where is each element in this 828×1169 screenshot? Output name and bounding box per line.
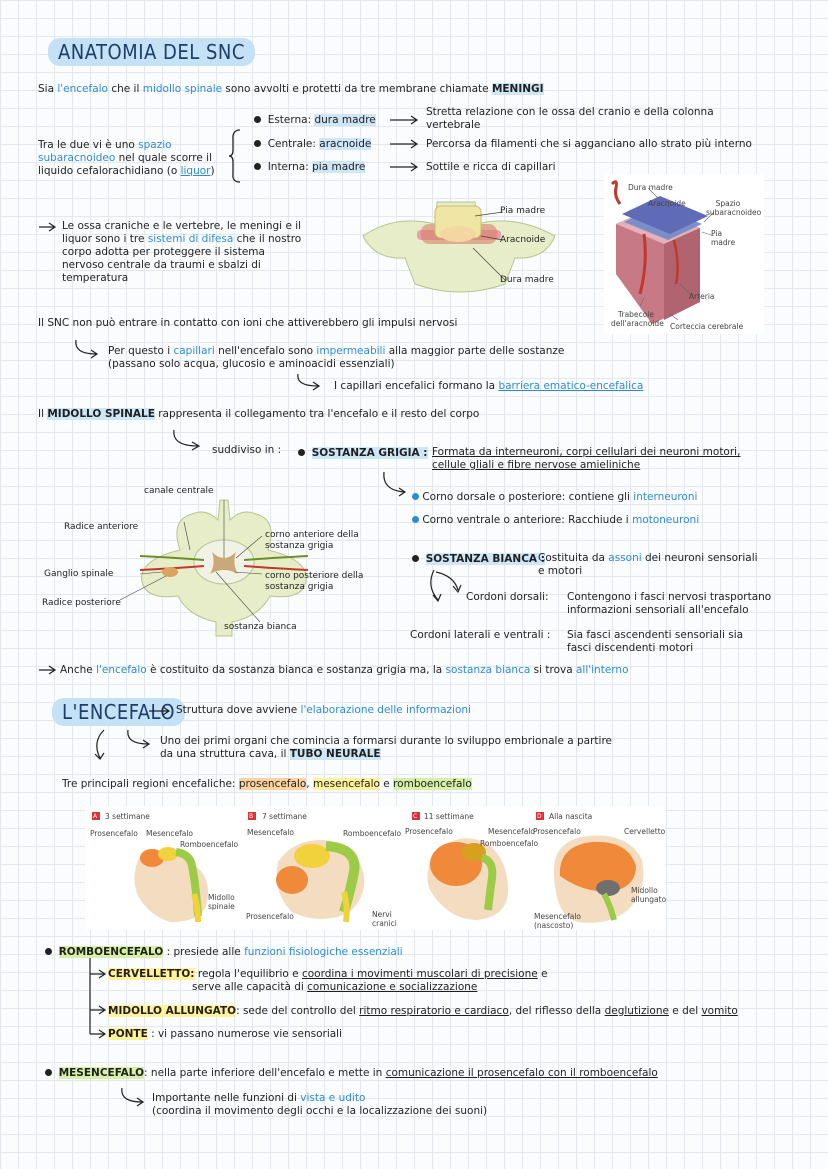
corno-ventrale: Corno ventrale o anteriore: Racchiude i motoneuroni <box>412 514 699 527</box>
intro-line: Sia l'encefalo che il midollo spinale sono avvolti e protetti da tre membrane chiamate MENINGI <box>38 83 544 95</box>
stage-c-l3: Romboencefalo <box>480 839 539 848</box>
capillari-text: Per questo i capillari nell'encefalo sono impermeabili alla maggior parte delle sostanze (passano solo acqua, glucosio e aminoacidi essenziali) <box>108 345 565 370</box>
meninge-esterna: Esterna: dura madre <box>254 114 376 127</box>
label-dura-madre: Dura madre <box>500 275 554 285</box>
corno-dorsale: Corno dorsale o posteriore: contiene gli interneuroni <box>412 491 697 504</box>
fork-arrow-icon <box>424 568 464 626</box>
sistemi-difesa-text: Le ossa craniche e le vertebre, le meningi e il liquor sono i tre sistemi di difesa che il nostro corpo adotta per proteggere il sistema nervoso centrale da traumi e sbalzi di temperatura <box>62 220 302 284</box>
regioni-text: Tre principali regioni encefaliche: prosencefalo, mesencefalo e romboencefalo <box>62 778 472 790</box>
fig2-label-arteria: Arteria <box>689 292 715 301</box>
vista-udito-text: Importante nelle funzioni di vista e udito (coordina il movimento degli occhi e la localizzazione dei suoni) <box>152 1092 488 1117</box>
suddiviso-label: suddiviso in : <box>212 444 282 456</box>
page-title: ANATOMIA DEL SNC <box>48 38 255 66</box>
stage-b-l3: Prosencefalo <box>246 912 294 921</box>
stage-c-l2: Mesencefalo <box>488 827 536 836</box>
midollo-text: Il MIDOLLO SPINALE rappresenta il collegamento tra l'encefalo e il resto del corpo <box>38 408 480 420</box>
curved-arrow-icon <box>72 338 102 362</box>
sostanza-grigia-desc: Formata da interneuroni, corpi cellulari dei neuroni motori, cellule gliali e fibre nervose amieliniche <box>432 446 741 471</box>
meninge-centrale-desc: Percorsa da filamenti che si agganciano allo strato più interno <box>426 138 752 150</box>
mesencefalo-item: MESENCEFALO: nella parte inferiore dell'encefalo e mette in comunicazione il prosencefalo con il romboencefalo <box>45 1067 658 1080</box>
sostanza-bianca-desc: Costituita da assoni dei neuroni sensoriali e motori <box>538 552 758 577</box>
meninge-centrale: Centrale: aracnoide <box>254 138 371 151</box>
fig2-label-pia: Pia madre <box>711 229 736 247</box>
arrow-icon <box>148 706 174 716</box>
curved-arrow-icon <box>380 470 410 500</box>
arrow-icon <box>38 222 60 232</box>
sostanza-bianca-label: SOSTANZA BIANCA : <box>412 553 545 566</box>
cordoni-laterali-label: Cordoni laterali e ventrali : <box>410 629 551 641</box>
brace-icon <box>228 128 242 184</box>
curved-arrow-icon <box>170 428 204 452</box>
section-title-encefalo: L'ENCEFALO <box>52 698 185 726</box>
fig2-label-corteccia: Corteccia cerebrale <box>670 322 744 331</box>
romboencefalo-item: ROMBOENCEFALO : presiede alle funzioni fisiologiche essenziali <box>45 946 403 959</box>
midollo-sezione-figure <box>120 500 380 640</box>
label-ganglio: Ganglio spinale <box>44 569 114 579</box>
ponte-item: PONTE : vi passano numerose vie sensoriali <box>108 1028 343 1040</box>
label-sostanza-bianca: sostanza bianca <box>224 622 297 632</box>
stage-d-label: Alla nascita <box>549 812 593 821</box>
meninge-interna-desc: Sottile e ricca di capillari <box>426 161 556 173</box>
label-corno-anteriore: corno anteriore della sostanza grigia <box>265 530 359 551</box>
stage-b-letter: B <box>249 813 254 820</box>
label-radice-posteriore: Radice posteriore <box>42 598 121 608</box>
stage-b-l1: Mesencefalo <box>247 828 295 837</box>
curved-arrow-icon <box>294 372 324 394</box>
stage-b-l2: Romboencefalo <box>343 829 402 838</box>
label-pia-madre: Pia madre <box>500 206 546 216</box>
encefalo-desc: Struttura dove avviene l'elaborazione delle informazioni <box>176 704 471 716</box>
curved-arrow-icon <box>118 1086 148 1110</box>
midollo-allungato-item: MIDOLLO ALLUNGATO: sede del controllo del ritmo respiratorio e cardiaco, del riflesso della deglutizione e del vomito <box>108 1005 738 1017</box>
cordoni-laterali-desc: Sia fasci ascendenti sensoriali sia fasci discendenti motori <box>567 629 744 654</box>
fig2-label-aracnoide: Aracnoide <box>648 199 686 208</box>
barriera-text: I capillari encefalici formano la barriera ematico-encefalica <box>334 380 644 392</box>
stage-a-l3: Romboencefalo <box>180 840 239 849</box>
meninge-interna: Interna: pia madre <box>254 161 365 174</box>
fig2-label-trabecole: Trabecole dell'aracnoide <box>611 310 664 328</box>
anche-text: Anche l'encefalo è costituito da sostanza bianca e sostanza grigia ma, la sostanza bianca si trova all'interno <box>60 664 629 676</box>
cordoni-dorsali-desc: Contengono i fasci nervosi trasportano informazioni sensoriali all'encefalo <box>567 591 772 616</box>
sostanza-grigia-label: SOSTANZA GRIGIA : <box>298 447 428 460</box>
label-aracnoide: Aracnoide <box>500 235 546 245</box>
ioni-text: Il SNC non può entrare in contatto con ioni che attiverebbero gli impulsi nervosi <box>38 317 458 329</box>
stage-c-l1: Prosencefalo <box>405 827 453 836</box>
stage-a-l2: Mesencefalo <box>146 829 194 838</box>
label-canale-centrale: canale centrale <box>144 486 214 496</box>
stage-b-label: 7 settimane <box>262 812 307 821</box>
stage-d-l4: Mesencefalo (nascosto) <box>534 912 582 930</box>
meninge-esterna-desc: Stretta relazione con le ossa del cranio e della colonna vertebrale <box>426 106 714 131</box>
tree-arrows-icon <box>86 958 110 1038</box>
cervelletto-item: CERVELLETTO: regola l'equilibrio e coordina i movimenti muscolari di precisione e serve alle capacità di comunicazione e socializzazione <box>108 968 548 993</box>
stage-d-l1: Prosencefalo <box>533 827 581 836</box>
label-radice-anteriore: Radice anteriore <box>64 522 139 532</box>
stage-d-l3: Midollo allungato <box>631 886 667 904</box>
stage-c-letter: C <box>413 813 418 820</box>
arrow-icon <box>38 665 60 675</box>
stage-d-l2: Cervelletto <box>624 827 666 836</box>
spazio-subaracnoideo-note: Tra le due vi è uno spazio subaracnoideo nel quale scorre il liquido cefalorachidiano (o liquor) <box>38 139 215 177</box>
label-corno-posteriore: corno posteriore della sostanza grigia <box>265 571 364 592</box>
fig2-label-spazio: Spazio subaracnoideo <box>706 199 762 217</box>
fig2-label-dura: Dura madre <box>628 183 673 192</box>
arrow-icons <box>388 112 424 172</box>
stage-b-l4: Nervi cranici <box>372 910 397 928</box>
stage-a-label: 3 settimane <box>105 812 150 821</box>
tubo-neurale-text: Uno dei primi organi che comincia a formarsi durante lo sviluppo embrionale a partire da una struttura cava, il TUBO NEURALE <box>160 735 613 760</box>
stage-c-label: 11 settimane <box>424 812 474 821</box>
stage-a-letter: A <box>93 813 98 820</box>
curved-arrows-icon <box>90 728 150 768</box>
stage-a-l4: Midollo spinale <box>208 893 235 911</box>
stage-a-l1: Prosencefalo <box>90 829 138 838</box>
embryo-3-weeks <box>110 836 230 926</box>
cordoni-dorsali-label: Cordoni dorsali: <box>466 591 549 603</box>
stage-d-letter: D <box>537 813 542 820</box>
